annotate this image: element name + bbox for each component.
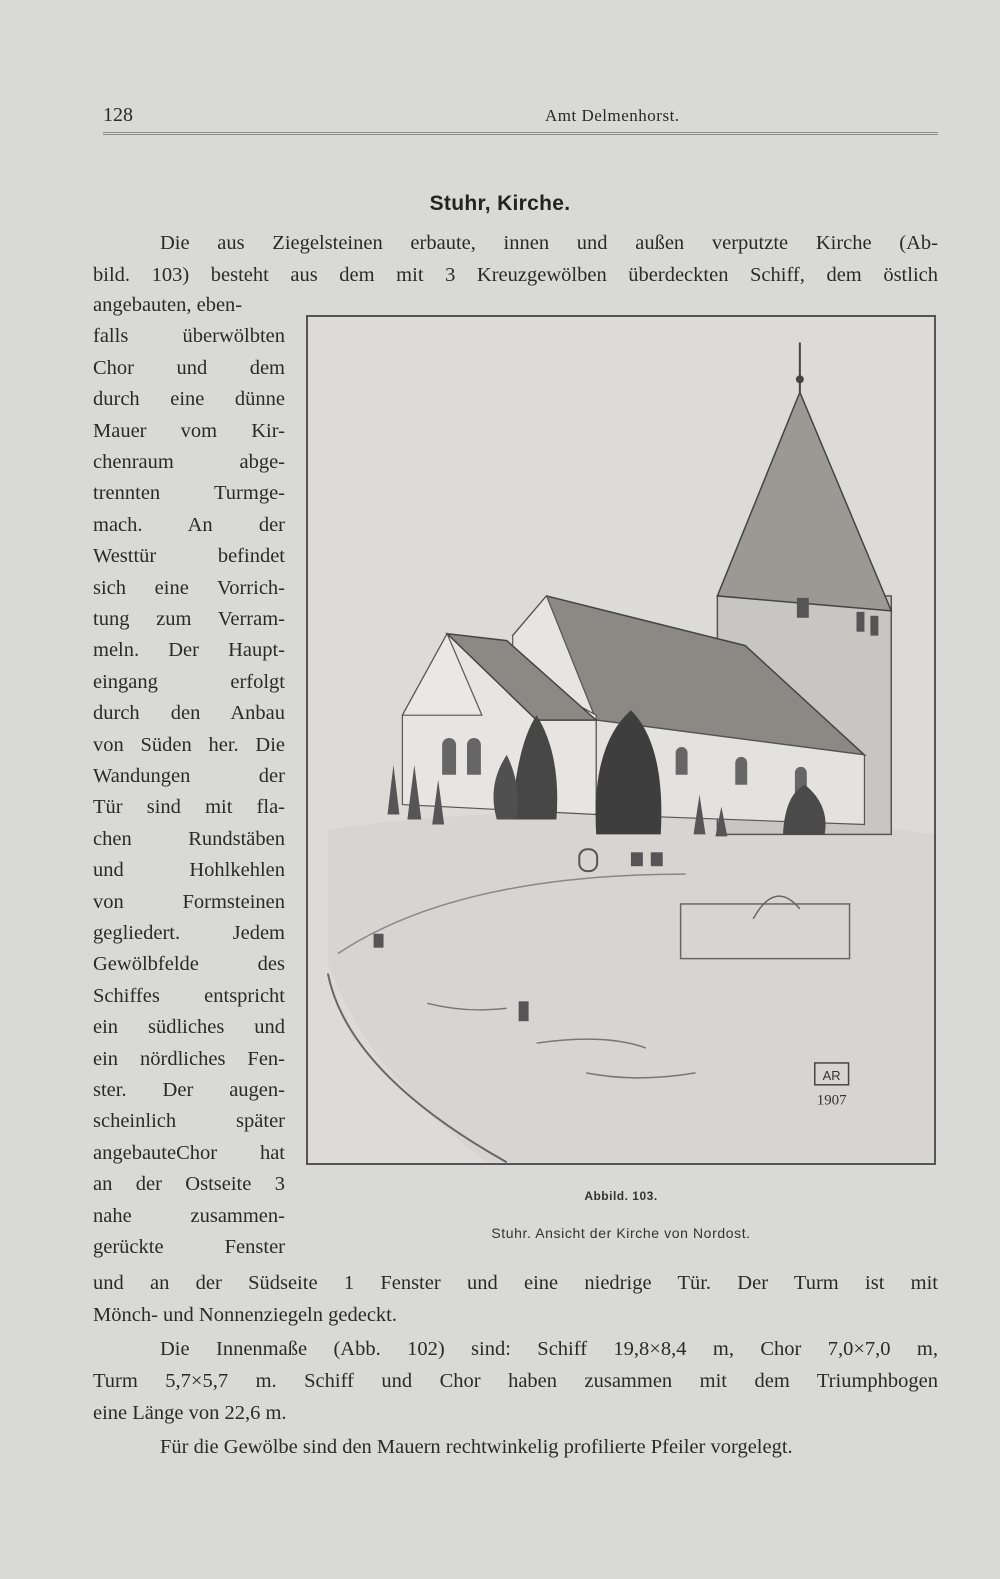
column-text-line: Schiffes entspricht bbox=[93, 984, 285, 1007]
column-text-line: angebauteChor hat bbox=[93, 1141, 285, 1164]
church-drawing bbox=[308, 317, 934, 1163]
section-title: Stuhr, Kirche. bbox=[429, 192, 571, 215]
column-text-line: tung zum Verram- bbox=[93, 608, 285, 630]
column-text-line: und Hohlkehlen bbox=[93, 859, 285, 882]
column-text-line: nahe zusammen- bbox=[93, 1204, 285, 1227]
running-title: Amt Delmenhorst. bbox=[545, 106, 680, 125]
column-text-line: gerückte Fenster bbox=[93, 1236, 285, 1258]
column-text-line: von Süden her. Die bbox=[93, 733, 285, 756]
column-text-line: Wandungen der bbox=[93, 765, 285, 787]
column-text-line: von Formsteinen bbox=[93, 890, 285, 913]
column-text-line: eingang erfolgt bbox=[93, 670, 285, 693]
artist-monogram: AR bbox=[822, 1067, 841, 1083]
column-text-line: Chor und dem bbox=[93, 356, 285, 379]
column-text-line: meln. Der Haupt- bbox=[93, 639, 285, 662]
column-text-line: gegliedert. Jedem bbox=[93, 922, 285, 944]
column-text-line: ster. Der augen- bbox=[93, 1079, 285, 1101]
text-line: Die Innenmaße (Abb. 102) sind: Schiff 19,8×8,4 m, Chor 7,0×7,0 m, bbox=[160, 1338, 938, 1360]
column-text-line: durch eine dünne bbox=[93, 388, 285, 411]
column-text-line: chen Rundstäben bbox=[93, 827, 285, 850]
column-text-line: Gewölbfelde des bbox=[93, 953, 285, 976]
column-text-line: an der Ostseite 3 bbox=[93, 1173, 285, 1196]
church-illustration bbox=[306, 315, 936, 1165]
column-text-line: ein südliches und bbox=[93, 1016, 285, 1039]
column-text-line: mach. An der bbox=[93, 513, 285, 536]
text-line: Für die Gewölbe sind den Mauern rechtwinkelig profilierte Pfeiler vorgelegt. bbox=[160, 1436, 793, 1458]
page-header bbox=[103, 102, 938, 135]
text-line: und an der Südseite 1 Fenster und eine niedrige Tür. Der Turm ist mit bbox=[93, 1272, 938, 1294]
column-text-line: scheinlich später bbox=[93, 1110, 285, 1133]
text-line: Turm 5,7×5,7 m. Schiff und Chor haben zusammen mit dem Triumphbogen bbox=[93, 1370, 938, 1392]
column-text-line: trennten Turmge- bbox=[93, 482, 285, 505]
text-line: bild. 103) besteht aus dem mit 3 Kreuzgewölben überdeckten Schiff, dem östlich bbox=[93, 264, 938, 286]
figure-label: Abbild. 103. bbox=[584, 1189, 658, 1203]
figure-caption: Stuhr. Ansicht der Kirche von Nordost. bbox=[491, 1225, 751, 1241]
column-text-line: Westtür befindet bbox=[93, 545, 285, 568]
column-text-line: chenraum abge- bbox=[93, 451, 285, 473]
text-line: Die aus Ziegelsteinen erbaute, innen und außen verputzte Kirche (Ab- bbox=[160, 232, 938, 254]
text-line: Mönch- und Nonnenziegeln gedeckt. bbox=[93, 1304, 397, 1326]
artist-year: 1907 bbox=[816, 1092, 847, 1109]
column-text-line: Mauer vom Kir- bbox=[93, 419, 285, 442]
column-text-line: durch den Anbau bbox=[93, 702, 285, 725]
column-text-line: falls überwölbten bbox=[93, 325, 285, 348]
column-text-line: sich eine Vorrich- bbox=[93, 576, 285, 599]
text-line: eine Länge von 22,6 m. bbox=[93, 1402, 287, 1424]
column-text-line: ein nördliches Fen- bbox=[93, 1047, 285, 1070]
page-number: 128 bbox=[103, 104, 133, 126]
column-text-line: Tür sind mit fla- bbox=[93, 796, 285, 819]
column-text-line: angebauten, eben- bbox=[93, 294, 243, 316]
